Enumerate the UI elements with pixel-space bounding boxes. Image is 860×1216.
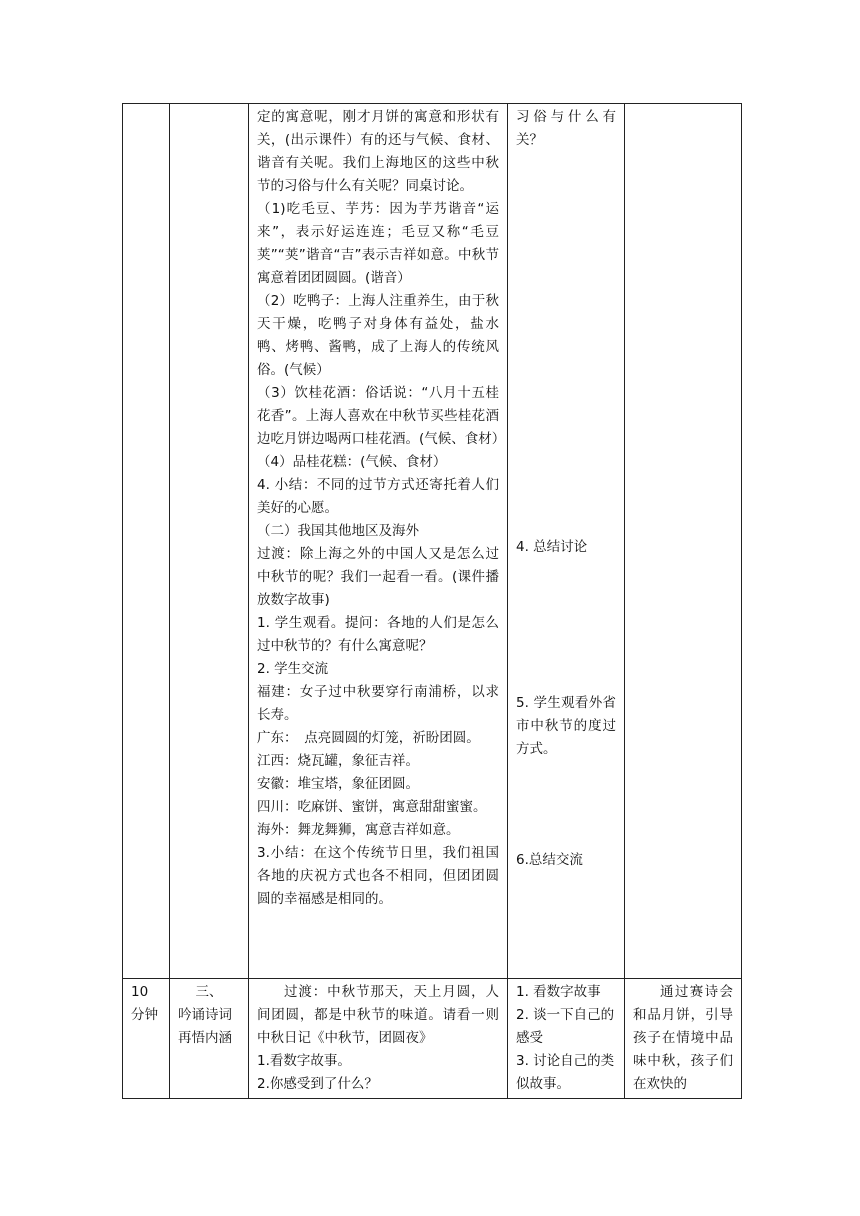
stage-title: 吟诵诗词再悟内涵 [178, 1007, 232, 1046]
content-paragraph: 4. 小结：不同的过节方式还寄托着人们美好的心愿。 [257, 477, 499, 516]
student-activity: 1. 看数字故事 [516, 984, 601, 1000]
student-activity: 4. 总结讨论 [516, 539, 588, 555]
design-intent-cell [625, 104, 742, 979]
content-paragraph: 过渡：除上海之外的中国人又是怎么过中秋节的呢？我们一起看一看。(课件播放数字故事) [257, 546, 499, 608]
student-activity: 习俗与什么有关？ [516, 109, 616, 148]
content-paragraph: （4）品桂花糕：(气候、食材） [257, 454, 447, 470]
content-paragraph: （3）饮桂花酒：俗话说：“八月十五桂花香”。上海人喜欢在中秋节买些桂花酒边吃月饼边喝两口桂花酒。(气候、食材） [257, 385, 506, 447]
content-paragraph: 1. 学生观看。提问：各地的人们是怎么过中秋节的？有什么寓意呢？ [257, 615, 499, 654]
content-cell [249, 104, 508, 979]
content-paragraph: 3.小结：在这个传统节日里，我们祖国各地的庆祝方式也各不相同，但团团圆圆的幸福感是相同的。 [257, 845, 499, 907]
content-paragraph: 定的寓意呢，刚才月饼的寓意和形状有关，(出示课件）有的还与气候、食材、谐音有关呢。我们上海地区的这些中秋节的习俗与什么有关呢？同桌讨论。 [257, 109, 499, 194]
time-cell [123, 979, 170, 1099]
lesson-plan-table [122, 103, 742, 1099]
content-paragraph: 海外：舞龙舞狮，寓意吉祥如意。 [257, 822, 460, 838]
table-row [123, 104, 742, 979]
table-row [123, 979, 742, 1099]
content-paragraph: 过渡：中秋节那天，天上月圆，人间团圆，都是中秋节的味道。请看一则中秋日记《中秋节，团圆夜》 [257, 984, 499, 1046]
student-activity: 3. 讨论自己的类似故事。 [516, 1053, 615, 1092]
student-activity: 6.总结交流 [516, 852, 583, 868]
student-activity: 2. 谈一下自己的感受 [516, 1007, 615, 1046]
content-paragraph: 安徽：堆宝塔，象征团圆。 [257, 776, 419, 792]
student-activity-cell [508, 104, 625, 979]
content-paragraph: （1)吃毛豆、芋艿：因为芋艿谐音“运来”，表示好运连连；毛豆又称“毛豆荚”“荚”谐音“吉”表示吉祥如意。中秋节寓意着团团圆圆。(谐音） [257, 201, 499, 286]
time-value: 10分钟 [131, 984, 158, 1023]
content-paragraph: （二）我国其他地区及海外 [257, 523, 419, 539]
student-activity: 5. 学生观看外省市中秋节的度过方式。 [516, 695, 616, 757]
design-intent-cell [625, 979, 742, 1099]
stage-number: 三、 [195, 984, 223, 1000]
content-paragraph: 2. 学生交流 [257, 661, 329, 677]
content-paragraph: 1.看数字故事。 [257, 1053, 351, 1069]
content-paragraph: 江西：烧瓦罐，象征吉祥。 [257, 753, 419, 769]
content-paragraph: 福建：女子过中秋要穿行南浦桥，以求长寿。 [257, 684, 499, 723]
stage-cell [170, 979, 249, 1099]
content-paragraph: 四川：吃麻饼、蜜饼，寓意甜甜蜜蜜。 [257, 799, 487, 815]
content-paragraph: 广东： 点亮圆圆的灯笼，祈盼团圆。 [257, 730, 480, 746]
student-activity-cell [508, 979, 625, 1099]
content-paragraph: 2.你感受到了什么？ [257, 1076, 378, 1092]
content-cell [249, 979, 508, 1099]
content-paragraph: （2）吃鸭子：上海人注重养生，由于秋天干燥，吃鸭子对身体有益处，盐水鸭、烤鸭、酱鸭，成了上海人的传统风俗。(气候） [257, 293, 499, 378]
design-intent: 通过赛诗会和品月饼，引导孩子在情境中品味中秋，孩子们在欢快的 [633, 984, 733, 1092]
time-cell [123, 104, 170, 979]
stage-cell [170, 104, 249, 979]
